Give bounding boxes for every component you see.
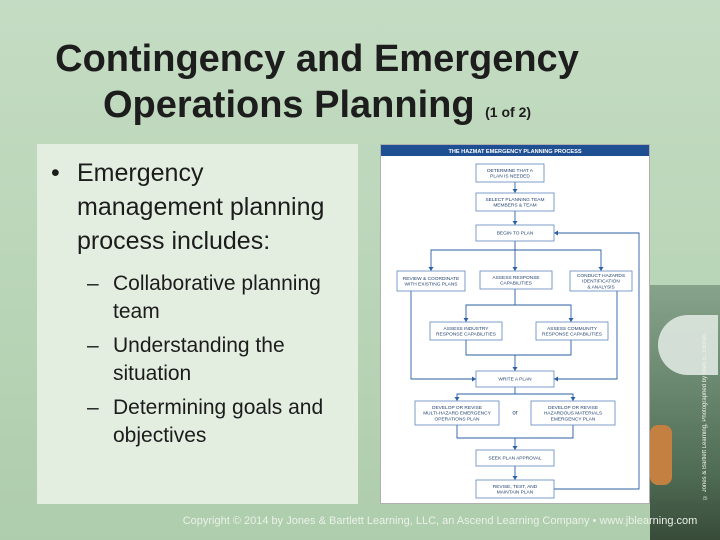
flow-box-label: RESPONSE CAPABILITIES (436, 332, 496, 338)
flow-box-label: SEEK PLAN APPROVAL (488, 456, 542, 462)
title-line-2-text: Operations Planning (102, 84, 475, 126)
sub-bullet (87, 394, 352, 450)
flow-box-label: MEMBERS & TEAM (493, 203, 537, 209)
flow-box-label: & ANALYSIS (587, 285, 615, 291)
flow-box-label: WITH EXISTING PLANS (404, 282, 458, 288)
flow-box-label: DETERMINE THAT A (487, 168, 533, 174)
slide-title (0, 36, 634, 135)
flow-box-label: OPERATIONS PLAN (434, 417, 480, 423)
main-bullet (51, 156, 352, 258)
connector-arrow (513, 367, 518, 371)
flow-box-label: ASSESS INDUSTRY (443, 326, 489, 332)
title-suffix: (1 of 2) (485, 104, 532, 120)
flow-box-label: IDENTIFICATION (582, 279, 620, 285)
bullet-marker: • (51, 159, 60, 187)
connector-arrow (513, 189, 518, 193)
sub-bullet-text: Determining goals and objectives (113, 396, 324, 447)
dash-marker: – (87, 272, 99, 295)
sub-bullet (87, 332, 352, 388)
flow-box-label: CONDUCT HAZARDS (576, 274, 626, 280)
connector-arrow (554, 377, 558, 382)
connector-line (466, 289, 515, 322)
photo-credit: © Jones & Bartlett Learning, Photographed by Glen E. Ellman. (702, 332, 708, 500)
flowchart-svg (381, 145, 649, 503)
sub-bullet-text: Understanding the situation (113, 334, 285, 385)
dash-marker: – (87, 396, 99, 419)
copyright-footer: Copyright © 2014 by Jones & Bartlett Learning, LLC, an Ascend Learning Company • www.jblearning.com (182, 515, 698, 527)
connector-arrow (569, 318, 574, 322)
flow-box-label: ASSESS COMMUNITY (546, 326, 598, 332)
flow-box-label: REVISE, TEST, AND (492, 484, 538, 490)
flow-box-label: ASSESS RESPONSE (492, 275, 540, 281)
connector-line (457, 425, 515, 438)
flow-box-label: RESPONSE CAPABILITIES (542, 332, 602, 338)
flow-box-label: BEGIN TO PLAN (496, 231, 534, 237)
flow-box-label: DEVELOP OR REVISE (431, 406, 483, 412)
connector-arrow (571, 397, 576, 401)
connector-arrow (472, 377, 476, 382)
sub-bullet-list (87, 270, 352, 450)
flow-box-label: DEVELOP OR REVISE (547, 406, 599, 412)
sub-bullet-text: Collaborative planning team (113, 272, 321, 323)
connector-line (431, 241, 515, 271)
connector-arrow (599, 267, 604, 271)
sub-bullet (87, 270, 352, 326)
main-bullet-text: Emergency management planning process includes: (77, 159, 325, 255)
connector-arrow (513, 221, 518, 225)
title-line-1: Contingency and Emergency (55, 38, 579, 80)
flow-box-label: or (512, 410, 518, 417)
connector-line (466, 340, 515, 355)
connector-arrow (429, 267, 434, 271)
connector-arrow (455, 397, 460, 401)
connector-line (515, 305, 571, 322)
connector-arrow (513, 476, 518, 480)
title-line-2 (0, 82, 634, 135)
connector-line (515, 425, 573, 450)
connector-arrow (554, 231, 558, 236)
flow-box-label: HAZARDOUS MATERIALS (543, 411, 603, 417)
connector-arrow (464, 318, 469, 322)
flowchart-title: THE HAZMAT EMERGENCY PLANNING PROCESS (448, 149, 582, 155)
dash-marker: – (87, 334, 99, 357)
flow-box-label: CAPABILITIES (500, 281, 532, 287)
flow-box-label: SELECT PLANNING TEAM (485, 197, 545, 203)
connector-arrow (513, 267, 518, 271)
flow-box-label: WRITE A PLAN (498, 377, 532, 383)
flow-box-label: REVIEW & COORDINATE (402, 276, 460, 282)
connector-line (515, 394, 573, 401)
connector-line (457, 387, 515, 401)
flow-box-label: EMERGENCY PLAN (550, 417, 596, 423)
flow-box-label: PLAN IS NEEDED (490, 174, 530, 180)
connector-line (515, 340, 571, 371)
flow-box-label: MAINTAIN PLAN (496, 490, 534, 496)
flowchart-figure (380, 144, 650, 504)
connector-arrow (513, 446, 518, 450)
connector-line (515, 250, 601, 271)
worker-shape (650, 425, 672, 485)
content-box (37, 144, 358, 504)
flow-box-label: MULTI-HAZARD EMERGENCY (423, 411, 491, 417)
